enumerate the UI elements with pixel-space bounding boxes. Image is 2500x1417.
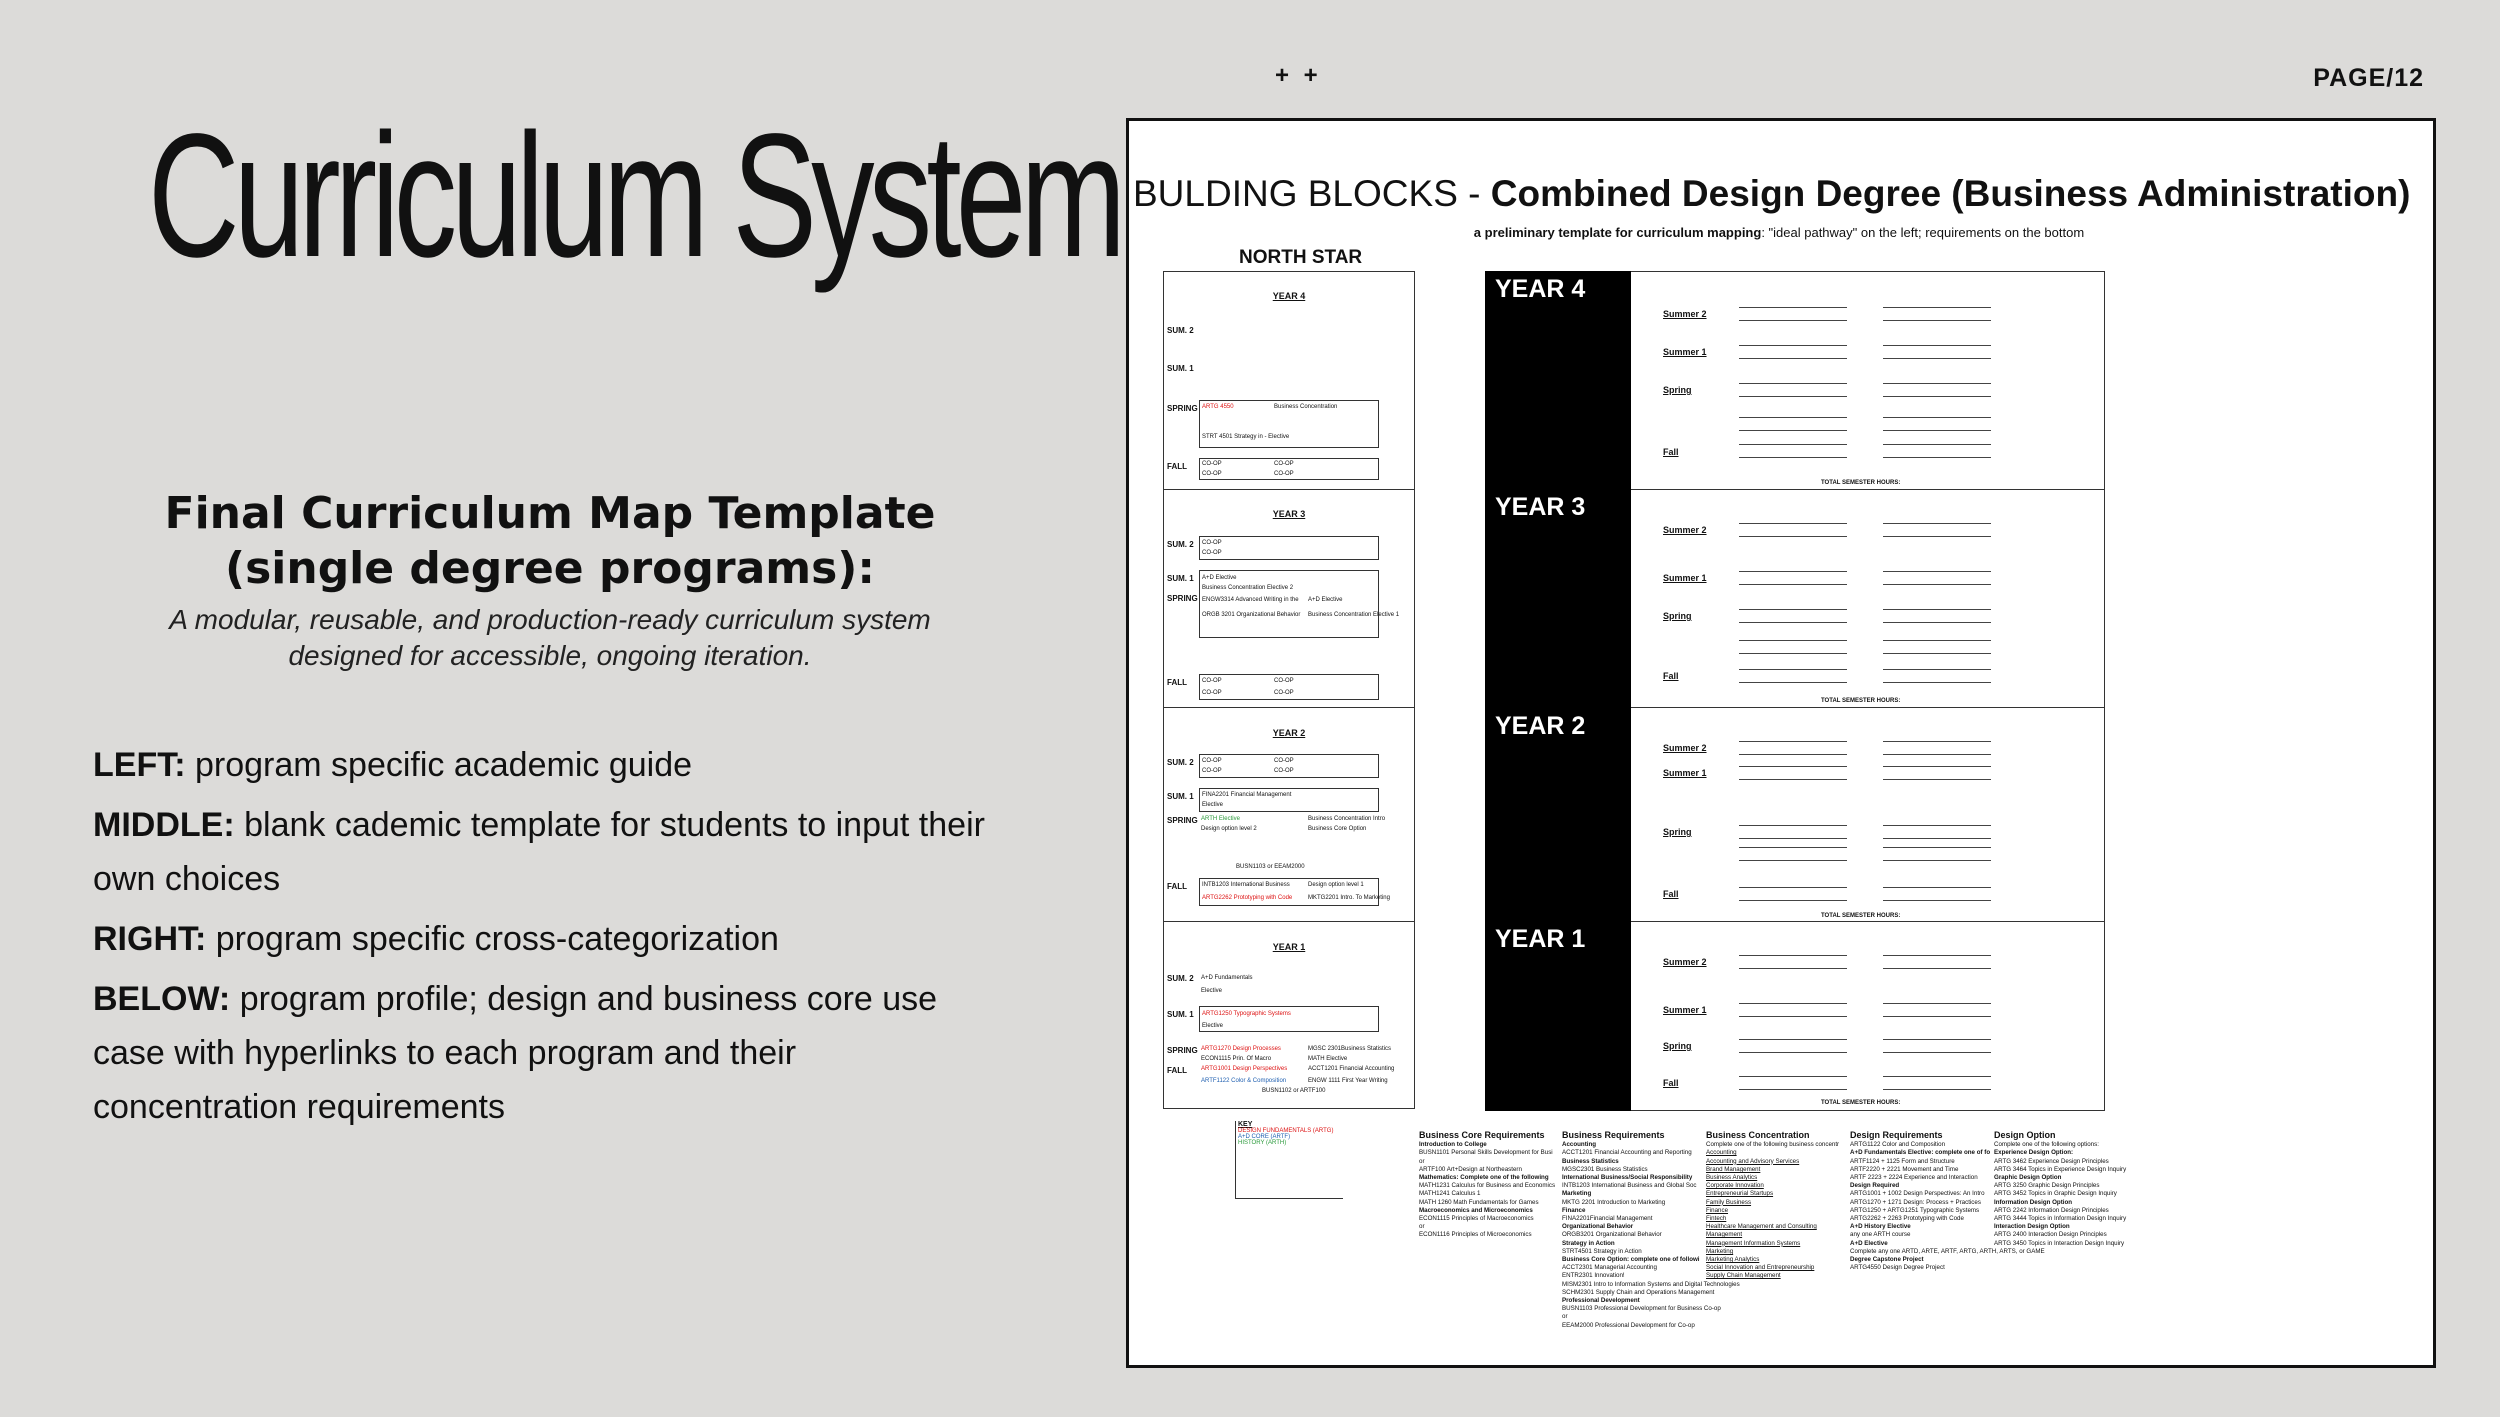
req-item: ACCT1201 Financial Accounting and Reporting bbox=[1562, 1149, 1692, 1157]
ns-course: CO-OP bbox=[1202, 461, 1222, 467]
bullet-list bbox=[93, 738, 993, 1140]
ns-course: CO-OP bbox=[1202, 678, 1222, 684]
req-item: Strategy in Action bbox=[1562, 1239, 1615, 1247]
req-item: Mathematics: Complete one of the following bbox=[1419, 1174, 1549, 1182]
req-item: MGSC2301 Business Statistics bbox=[1562, 1165, 1648, 1173]
req-item: ENTR2301 Innovation! bbox=[1562, 1272, 1625, 1280]
req-item: Business Core Option: complete one of followi bbox=[1562, 1256, 1700, 1264]
ns-course: ARTH Elective bbox=[1201, 816, 1240, 822]
course-input[interactable] bbox=[1739, 887, 1847, 901]
req-item: Experience Design Option: bbox=[1994, 1149, 2074, 1157]
north-star-title: NORTH STAR bbox=[1239, 247, 1363, 268]
req-item: ARTG4550 Design Degree Project bbox=[1850, 1264, 1945, 1272]
bullet-middle bbox=[93, 798, 993, 906]
req-item: MKTG 2201 Introduction to Marketing bbox=[1562, 1198, 1666, 1206]
decorative-plus-marks: + + bbox=[1275, 62, 1322, 89]
ns-course: CO-OP bbox=[1202, 758, 1222, 764]
ns-course-box bbox=[1199, 400, 1379, 448]
course-input[interactable] bbox=[1739, 383, 1847, 397]
ns-course-box bbox=[1199, 1006, 1379, 1032]
req-item: ECON1115 Principles of Macroeconomics bbox=[1419, 1215, 1534, 1223]
document-title bbox=[1133, 173, 2433, 215]
req-item: ARTG 3452 Topics in Graphic Design Inquiry bbox=[1994, 1190, 2117, 1198]
total-semester-hours: TOTAL SEMESTER HOURS: bbox=[1821, 913, 1901, 919]
ns-course: ARTG 4550 bbox=[1202, 404, 1234, 410]
req-item: Complete any one ARTD, ARTE, ARTF, ARTG, ARTH, ARTS, or GAME bbox=[1850, 1247, 2045, 1255]
ns-course: Design option level 2 bbox=[1201, 826, 1257, 832]
req-item: ORGB3201 Organizational Behavior bbox=[1562, 1231, 1662, 1239]
ns-course: CO-OP bbox=[1274, 768, 1294, 774]
template-term-label: Summer 1 bbox=[1663, 1005, 1707, 1015]
req-item: Organizational Behavior bbox=[1562, 1223, 1634, 1231]
template-term-label: Fall bbox=[1663, 889, 1679, 899]
course-input[interactable] bbox=[1883, 847, 1991, 861]
req-list bbox=[1706, 1141, 1839, 1280]
ns-course-box bbox=[1199, 458, 1379, 480]
course-input[interactable] bbox=[1883, 571, 1991, 585]
template-term-label: Summer 1 bbox=[1663, 347, 1707, 357]
ns-course: A+D Elective bbox=[1202, 575, 1237, 581]
bullet-text: program profile; design and business core use case with hyperlinks to each program and their concentration requirements bbox=[93, 980, 938, 1126]
ns-term-label: SPRING bbox=[1167, 594, 1198, 603]
ns-term-label: SUM. 2 bbox=[1167, 974, 1194, 983]
course-input[interactable] bbox=[1883, 1076, 1991, 1090]
course-input[interactable] bbox=[1739, 609, 1847, 623]
template-term-label: Fall bbox=[1663, 1078, 1679, 1088]
ns-course: CO-OP bbox=[1274, 678, 1294, 684]
ns-term-label: SUM. 1 bbox=[1167, 1010, 1194, 1019]
ns-year-1 bbox=[1164, 922, 1414, 1108]
req-item: A+D Fundamentals Elective: complete one of fo bbox=[1850, 1149, 1991, 1157]
blank-template bbox=[1631, 271, 2105, 1111]
bullet-text: program specific cross-categorization bbox=[206, 920, 779, 958]
template-term-label: Fall bbox=[1663, 447, 1679, 457]
template-term-label: Summer 1 bbox=[1663, 573, 1707, 583]
req-item: FINA2201Financial Management bbox=[1562, 1215, 1653, 1223]
req-heading: Design Option bbox=[1994, 1130, 2056, 1140]
business-concentration bbox=[1706, 1131, 1839, 1281]
req-item: or bbox=[1419, 1223, 1425, 1231]
ns-term-label: SUM. 2 bbox=[1167, 540, 1194, 549]
req-item: Information Design Option bbox=[1994, 1198, 2073, 1206]
req-item[interactable]: Accounting and Advisory Services bbox=[1706, 1157, 1800, 1165]
key-item-history: HISTORY (ARTH) bbox=[1238, 1140, 1287, 1146]
course-input[interactable] bbox=[1739, 417, 1847, 431]
req-item: ARTF100 Art+Design at Northeastern bbox=[1419, 1165, 1522, 1173]
req-item: A+D History Elective bbox=[1850, 1223, 1911, 1231]
req-item: ARTG1250 + ARTG1251 Typographic Systems bbox=[1850, 1206, 1980, 1214]
req-item: ARTG1001 + 1002 Design Perspectives: An Intro bbox=[1850, 1190, 1985, 1198]
req-item: MATH1241 Calculus 1 bbox=[1419, 1190, 1481, 1198]
req-item: Degree Capstone Project bbox=[1850, 1256, 1924, 1264]
req-item[interactable]: Supply Chain Management bbox=[1706, 1272, 1781, 1280]
course-input[interactable] bbox=[1883, 1039, 1991, 1053]
req-item: Graphic Design Option bbox=[1994, 1174, 2062, 1182]
description-line-1: A modular, reusable, and production-ready curriculum system bbox=[169, 604, 931, 635]
course-input[interactable] bbox=[1739, 307, 1847, 321]
course-input[interactable] bbox=[1739, 1076, 1847, 1090]
ns-course: BUSN1102 or ARTF100 bbox=[1262, 1088, 1326, 1094]
ns-year-label: YEAR 1 bbox=[1272, 942, 1306, 952]
template-year-3 bbox=[1631, 490, 2104, 708]
course-input[interactable] bbox=[1883, 669, 1991, 683]
template-year-1 bbox=[1631, 922, 2104, 1110]
template-term-label: Spring bbox=[1663, 611, 1692, 621]
req-item: Professional Development bbox=[1562, 1297, 1640, 1305]
req-item: ACCT2301 Managerial Accounting bbox=[1562, 1264, 1657, 1272]
req-item: or bbox=[1419, 1157, 1425, 1165]
req-item: STRT4501 Strategy in Action bbox=[1562, 1247, 1642, 1255]
req-item: ARTG 3250 Graphic Design Principles bbox=[1994, 1182, 2100, 1190]
req-item[interactable]: Fintech bbox=[1706, 1215, 1727, 1223]
req-item: ARTG 3462 Experience Design Principles bbox=[1994, 1157, 2109, 1165]
ns-term-label: FALL bbox=[1167, 882, 1187, 891]
req-item[interactable]: Family Business bbox=[1706, 1198, 1752, 1206]
course-input[interactable] bbox=[1739, 640, 1847, 654]
ns-course: Business Concentration Elective 2 bbox=[1202, 585, 1294, 591]
ns-term-label: SUM. 1 bbox=[1167, 792, 1194, 801]
req-item: BUSN1103 Professional Development for Business Co-op bbox=[1562, 1305, 1721, 1313]
ns-course: ENGW3314 Advanced Writing in the bbox=[1202, 597, 1299, 603]
req-item[interactable]: Marketing Analytics bbox=[1706, 1256, 1760, 1264]
ns-course-box bbox=[1199, 674, 1379, 700]
ns-course: ARTG1250 Typographic Systems bbox=[1202, 1011, 1291, 1017]
ns-course: Elective bbox=[1202, 802, 1224, 808]
ns-term-label: SUM. 1 bbox=[1167, 364, 1194, 373]
ns-course: ARTG1270 Design Processes bbox=[1201, 1046, 1281, 1052]
ns-year-label: YEAR 4 bbox=[1272, 291, 1306, 301]
course-input[interactable] bbox=[1739, 345, 1847, 359]
ns-course: CO-OP bbox=[1202, 768, 1222, 774]
ns-year-4 bbox=[1164, 272, 1414, 490]
section-heading-line-1: Final Curriculum Map Template bbox=[164, 488, 936, 539]
bullet-label: MIDDLE: bbox=[93, 806, 235, 844]
ns-course: CO-OP bbox=[1274, 461, 1294, 467]
req-item: ARTG2262 + 2263 Prototyping with Code bbox=[1850, 1215, 1964, 1223]
course-input[interactable] bbox=[1883, 825, 1991, 839]
req-item: ARTG1270 + 1271 Design: Process + Practices bbox=[1850, 1198, 1981, 1206]
ns-course-box bbox=[1199, 788, 1379, 812]
total-semester-hours: TOTAL SEMESTER HOURS: bbox=[1821, 698, 1901, 704]
bullet-right bbox=[93, 912, 993, 966]
course-input[interactable] bbox=[1739, 766, 1847, 780]
template-year-2 bbox=[1631, 708, 2104, 922]
req-item: ARTF 2223 + 2224 Experience and Interaction bbox=[1850, 1174, 1978, 1182]
year-label-bar bbox=[1485, 271, 1631, 1111]
total-semester-hours: TOTAL SEMESTER HOURS: bbox=[1821, 1100, 1901, 1106]
course-input[interactable] bbox=[1739, 1003, 1847, 1017]
ns-course-box bbox=[1199, 536, 1379, 560]
req-heading: Business Concentration bbox=[1706, 1130, 1810, 1140]
ns-term-label: FALL bbox=[1167, 1066, 1187, 1075]
req-item: MATH 1260 Math Fundamentals for Games bbox=[1419, 1198, 1539, 1206]
course-input[interactable] bbox=[1739, 1039, 1847, 1053]
ns-course: ECON1115 Prin. Of Macro bbox=[1201, 1056, 1272, 1062]
bullet-label: RIGHT: bbox=[93, 920, 207, 958]
course-input[interactable] bbox=[1883, 417, 1991, 431]
ns-term-label: SUM. 1 bbox=[1167, 574, 1194, 583]
req-item[interactable]: Accounting bbox=[1706, 1149, 1737, 1157]
req-list bbox=[1994, 1141, 2126, 1248]
req-item: INTB1203 International Business and Global Soc bbox=[1562, 1182, 1697, 1190]
course-input[interactable] bbox=[1739, 571, 1847, 585]
req-item: Business Statistics bbox=[1562, 1157, 1619, 1165]
ns-course: CO-OP bbox=[1274, 690, 1294, 696]
ns-course: FINA2201 Financial Management bbox=[1202, 792, 1292, 798]
ns-course: CO-OP bbox=[1202, 550, 1222, 556]
ns-course: Business Core Option bbox=[1308, 826, 1367, 832]
req-item: any one ARTH course bbox=[1850, 1231, 1911, 1239]
ns-course: CO-OP bbox=[1274, 471, 1294, 477]
req-item[interactable]: Healthcare Management and Consulting bbox=[1706, 1223, 1817, 1231]
req-item[interactable]: Brand Management bbox=[1706, 1165, 1761, 1173]
curriculum-document bbox=[1126, 118, 2436, 1368]
document-subtitle-rest: : "ideal pathway" on the left; requirements on the bottom bbox=[1761, 225, 2085, 240]
ns-year-3 bbox=[1164, 490, 1414, 708]
ns-course: ORGB 3201 Organizational Behavior bbox=[1202, 612, 1301, 618]
req-item: ARTG 2400 Interaction Design Principles bbox=[1994, 1231, 2107, 1239]
req-item: or bbox=[1562, 1313, 1568, 1321]
ns-course: Business Concentration Intro bbox=[1308, 816, 1386, 822]
req-item: MISM2301 Intro to Information Systems and Digital Technologies bbox=[1562, 1280, 1740, 1288]
template-term-label: Fall bbox=[1663, 671, 1679, 681]
template-term-label: Spring bbox=[1663, 1041, 1692, 1051]
ns-term-label: SUM. 2 bbox=[1167, 326, 1194, 335]
req-item: Introduction to College bbox=[1419, 1141, 1487, 1149]
course-input[interactable] bbox=[1883, 766, 1991, 780]
req-item: Macroeconomics and Microeconomics bbox=[1419, 1206, 1533, 1214]
req-item: ARTF2220 + 2221 Movement and Time bbox=[1850, 1165, 1959, 1173]
ns-course: ENGW 1111 First Year Writing bbox=[1308, 1078, 1388, 1084]
ns-year-label: YEAR 2 bbox=[1272, 728, 1306, 738]
north-star-guide bbox=[1163, 271, 1415, 1109]
ns-course: Business Concentration bbox=[1274, 404, 1338, 410]
req-item: Interaction Design Option bbox=[1994, 1223, 2070, 1231]
ns-course: Design option level 1 bbox=[1308, 882, 1364, 888]
ns-course: A+D Elective bbox=[1308, 597, 1343, 603]
req-item: EEAM2000 Professional Development for Co-op bbox=[1562, 1321, 1695, 1329]
template-term-label: Summer 2 bbox=[1663, 309, 1707, 319]
ns-course: STRT 4501 Strategy in - Elective bbox=[1202, 434, 1290, 440]
total-semester-hours: TOTAL SEMESTER HOURS: bbox=[1821, 480, 1901, 486]
req-item: Marketing bbox=[1562, 1190, 1592, 1198]
template-term-label: Summer 2 bbox=[1663, 743, 1707, 753]
bullet-text: blank cademic template for students to input their own choices bbox=[93, 806, 985, 898]
req-item: Finance bbox=[1562, 1206, 1586, 1214]
req-item: ARTG1122 Color and Composition bbox=[1850, 1141, 1946, 1149]
ns-course: CO-OP bbox=[1274, 758, 1294, 764]
course-input[interactable] bbox=[1883, 444, 1991, 458]
ns-course-box bbox=[1199, 570, 1400, 638]
ns-course: MKTG2201 Intro. To Marketing bbox=[1308, 895, 1390, 901]
document-title-degree: Combined Design Degree (Business Administration) bbox=[1490, 173, 2411, 214]
business-core-requirements bbox=[1419, 1131, 1555, 1240]
course-input[interactable] bbox=[1883, 887, 1991, 901]
ns-term-label: FALL bbox=[1167, 462, 1187, 471]
template-term-label: Spring bbox=[1663, 827, 1692, 837]
color-key bbox=[1235, 1121, 1343, 1199]
ns-term-label: FALL bbox=[1167, 678, 1187, 687]
course-input[interactable] bbox=[1739, 955, 1847, 969]
req-list bbox=[1419, 1141, 1555, 1239]
ns-year-2 bbox=[1164, 708, 1414, 922]
ns-term-label: SPRING bbox=[1167, 404, 1198, 413]
ns-course: BUSN1103 or EEAM2000 bbox=[1236, 864, 1305, 870]
req-item: ARTG 3464 Topics in Experience Design Inquiry bbox=[1994, 1165, 2127, 1173]
req-item[interactable]: Business Analytics bbox=[1706, 1174, 1758, 1182]
req-item: Accounting bbox=[1562, 1141, 1597, 1149]
req-item: Design Required bbox=[1850, 1182, 1900, 1190]
req-item[interactable]: Social Innovation and Entrepreneurship bbox=[1706, 1264, 1815, 1272]
bullet-left bbox=[93, 738, 993, 792]
course-input[interactable] bbox=[1739, 523, 1847, 537]
req-item[interactable]: Entrepreneurial Startups bbox=[1706, 1190, 1774, 1198]
req-item: ECON1116 Principles of Microeconomics bbox=[1419, 1231, 1532, 1239]
course-input[interactable] bbox=[1883, 383, 1991, 397]
bullet-text: program specific academic guide bbox=[185, 746, 693, 784]
req-item: BUSN1101 Personal Skills Development for Busi bbox=[1419, 1149, 1553, 1157]
course-input[interactable] bbox=[1739, 825, 1847, 839]
req-heading: Design Requirements bbox=[1850, 1130, 1943, 1140]
req-item: ARTF1124 + 1125 Form and Structure bbox=[1850, 1157, 1955, 1165]
course-input[interactable] bbox=[1883, 955, 1991, 969]
course-input[interactable] bbox=[1883, 1003, 1991, 1017]
section-heading-line-2: (single degree programs): bbox=[224, 543, 876, 594]
course-input[interactable] bbox=[1883, 640, 1991, 654]
req-item: Complete one of the following options: bbox=[1994, 1141, 2099, 1149]
req-item: International Business/Social Responsibility bbox=[1562, 1174, 1693, 1182]
course-input[interactable] bbox=[1883, 345, 1991, 359]
course-input[interactable] bbox=[1739, 444, 1847, 458]
design-option bbox=[1994, 1131, 2126, 1248]
req-item: A+D Elective bbox=[1850, 1239, 1888, 1247]
year-label: YEAR 2 bbox=[1495, 712, 1586, 740]
template-term-label: Summer 2 bbox=[1663, 525, 1707, 535]
ns-course: ARTG1001 Design Perspectives bbox=[1201, 1066, 1288, 1072]
req-item[interactable]: Management bbox=[1706, 1231, 1743, 1239]
document-subtitle-bold: a preliminary template for curriculum mapping bbox=[1473, 225, 1762, 240]
ns-course: CO-OP bbox=[1202, 690, 1222, 696]
ns-course-box bbox=[1199, 754, 1379, 778]
req-item[interactable]: Finance bbox=[1706, 1206, 1729, 1214]
ns-course: INTB1203 International Business bbox=[1202, 882, 1290, 888]
course-input[interactable] bbox=[1739, 741, 1847, 755]
template-year-4 bbox=[1631, 272, 2104, 490]
ns-term-label: SUM. 2 bbox=[1167, 758, 1194, 767]
key-title: KEY bbox=[1238, 1121, 1253, 1128]
ns-term-label: SPRING bbox=[1167, 816, 1198, 825]
ns-course: CO-OP bbox=[1202, 471, 1222, 477]
course-input[interactable] bbox=[1739, 669, 1847, 683]
ns-course-box bbox=[1199, 878, 1390, 906]
ns-course: Business Concentration Elective 1 bbox=[1308, 612, 1400, 618]
template-term-label: Spring bbox=[1663, 385, 1692, 395]
ns-course: Elective bbox=[1201, 988, 1223, 994]
req-item: SCHM2301 Supply Chain and Operations Management bbox=[1562, 1288, 1715, 1296]
ns-course: ARTG2262 Prototyping with Code bbox=[1202, 895, 1293, 901]
description-line-2: designed for accessible, ongoing iteration. bbox=[288, 640, 812, 671]
req-heading: Business Requirements bbox=[1562, 1130, 1665, 1140]
req-item[interactable]: Marketing bbox=[1706, 1247, 1734, 1255]
ns-course: CO-OP bbox=[1202, 540, 1222, 546]
page-number: PAGE/12 bbox=[2313, 64, 2424, 92]
course-input[interactable] bbox=[1883, 741, 1991, 755]
section-description bbox=[90, 602, 1010, 674]
ns-course: A+D Fundamentals bbox=[1201, 975, 1253, 981]
key-item-design-fundamentals: DESIGN FUNDAMENTALS (ARTG) bbox=[1238, 1128, 1334, 1134]
req-item: ARTG 3450 Topics in Interaction Design Inquiry bbox=[1994, 1239, 2125, 1247]
req-item: MATH1231 Calculus for Business and Economics bbox=[1419, 1182, 1556, 1190]
ns-term-label: SPRING bbox=[1167, 1046, 1198, 1055]
bullet-label: LEFT: bbox=[93, 746, 186, 784]
document-title-prefix: BULDING BLOCKS - bbox=[1133, 173, 1491, 214]
course-input[interactable] bbox=[1739, 847, 1847, 861]
req-item[interactable]: Corporate Innovation bbox=[1706, 1182, 1764, 1190]
template-term-label: Summer 1 bbox=[1663, 768, 1707, 778]
ns-course: MATH Elective bbox=[1308, 1056, 1348, 1062]
year-label: YEAR 1 bbox=[1495, 925, 1586, 953]
year-label: YEAR 4 bbox=[1495, 275, 1586, 303]
req-item[interactable]: Management Information Systems bbox=[1706, 1239, 1801, 1247]
ns-course: ARTF1122 Color & Composition bbox=[1201, 1078, 1287, 1084]
ns-year-label: YEAR 3 bbox=[1272, 509, 1306, 519]
ns-course: Elective bbox=[1202, 1023, 1224, 1029]
req-item: ARTG 3444 Topics in Information Design Inquiry bbox=[1994, 1215, 2127, 1223]
ns-course: MGSC 2301Business Statistics bbox=[1308, 1046, 1392, 1052]
year-label: YEAR 3 bbox=[1495, 493, 1586, 521]
key-item-ad-core: A+D CORE (ARTF) bbox=[1238, 1134, 1291, 1140]
page-title: Curriculum System bbox=[148, 98, 1121, 294]
ns-course: ACCT1201 Financial Accounting bbox=[1308, 1066, 1395, 1072]
req-heading: Business Core Requirements bbox=[1419, 1130, 1545, 1140]
section-heading bbox=[90, 486, 1010, 596]
document-subtitle bbox=[1129, 225, 2429, 240]
course-input[interactable] bbox=[1883, 609, 1991, 623]
course-input[interactable] bbox=[1883, 523, 1991, 537]
bullet-below bbox=[93, 972, 993, 1134]
req-item: ARTG 2242 Information Design Principles bbox=[1994, 1206, 2109, 1214]
bullet-label: BELOW: bbox=[93, 980, 231, 1018]
course-input[interactable] bbox=[1883, 307, 1991, 321]
req-item: Complete one of the following business concentr bbox=[1706, 1141, 1840, 1149]
template-term-label: Summer 2 bbox=[1663, 957, 1707, 967]
